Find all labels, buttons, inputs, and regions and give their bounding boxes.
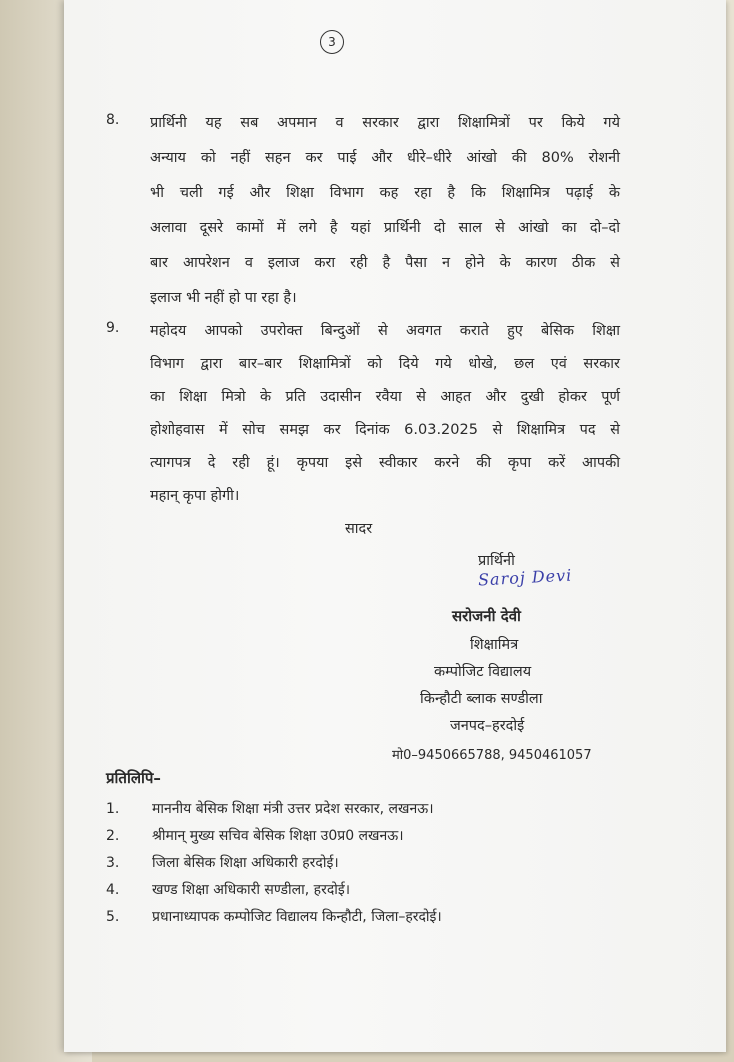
copy-to-item	[106, 799, 666, 818]
applicant-name: सरोजनी देवी	[452, 607, 521, 625]
paragraph-line: प्रार्थिनी यह सब अपमान व सरकार द्वारा शिक्षामित्रों पर किये गये	[150, 115, 620, 131]
copy-to-item	[106, 853, 666, 872]
copy-to-text: श्रीमान् मुख्य सचिव बेसिक शिक्षा उ0प्र0 लखनऊ।	[152, 828, 404, 844]
paragraph-line: इलाज भी नहीं हो पा रहा है।	[150, 290, 297, 306]
paragraph-line: होशोहवास में सोच समझ कर दिनांक 6.03.2025 से शिक्षामित्र पद से	[150, 422, 620, 438]
copy-to-item	[106, 907, 666, 926]
page-number: 3	[320, 30, 344, 54]
paragraph-line: त्यागपत्र दे रही हूं। कृपया इसे स्वीकार करने की कृपा करें आपकी	[150, 455, 620, 471]
copy-to-text: प्रधानाध्यापक कम्पोजिट विद्यालय किन्हौटी, जिला–हरदोई।	[152, 909, 442, 925]
copy-to-number: 5.	[106, 909, 120, 925]
copy-to-heading: प्रतिलिपि–	[106, 769, 161, 787]
salutation: सादर	[345, 521, 373, 537]
school-name: कम्पोजिट विद्यालय	[434, 664, 532, 680]
copy-to-text: खण्ड शिक्षा अधिकारी सण्डीला, हरदोई।	[152, 882, 351, 898]
block-name: किन्हौटी ब्लाक सण्डीला	[420, 691, 543, 707]
copy-to-number: 2.	[106, 828, 120, 844]
copy-to-item	[106, 826, 666, 845]
mobile-numbers: मो0–9450665788, 9450461057	[392, 748, 592, 763]
paragraph-number: 9.	[106, 320, 120, 336]
paragraph-line: अलावा दूसरे कामों में लगे है यहां प्रार्थिनी दो साल से आंखो का दो–दो	[150, 220, 620, 236]
district-name: जनपद–हरदोई	[450, 718, 525, 734]
copy-to-item	[106, 880, 666, 899]
paragraph-line: महान् कृपा होगी।	[150, 488, 240, 504]
paragraph-line: बार आपरेशन व इलाज करा रही है पैसा न होने के कारण ठीक से	[150, 255, 620, 271]
copy-to-number: 3.	[106, 855, 120, 871]
copy-to-text: जिला बेसिक शिक्षा अधिकारी हरदोई।	[152, 855, 339, 871]
paragraph-line: भी चली गई और शिक्षा विभाग कह रहा है कि शिक्षामित्र पढ़ाई के	[150, 185, 620, 201]
paragraph-line: महोदय आपको उपरोक्त बिन्दुओं से अवगत कराते हुए बेसिक शिक्षा	[150, 323, 620, 339]
paragraph-line: का शिक्षा मित्रो के प्रति उदासीन रवैया से आहत और दुखी होकर पूर्ण	[150, 389, 620, 405]
applicant-label: प्रार्थिनी	[478, 553, 515, 569]
copy-to-number: 1.	[106, 801, 120, 817]
paragraph-number: 8.	[106, 112, 120, 128]
copy-to-text: माननीय बेसिक शिक्षा मंत्री उत्तर प्रदेश सरकार, लखनऊ।	[152, 801, 434, 817]
paragraph-line: अन्याय को नहीं सहन कर पाई और धीरे–धीरे आंखो की 80% रोशनी	[150, 150, 620, 166]
applicant-designation: शिक्षामित्र	[470, 637, 519, 653]
handwritten-signature: Saroj Devi	[477, 565, 573, 590]
paragraph-line: विभाग द्वारा बार–बार शिक्षामित्रों को दिये गये धोखे, छल एवं सरकार	[150, 356, 620, 372]
copy-to-number: 4.	[106, 882, 120, 898]
